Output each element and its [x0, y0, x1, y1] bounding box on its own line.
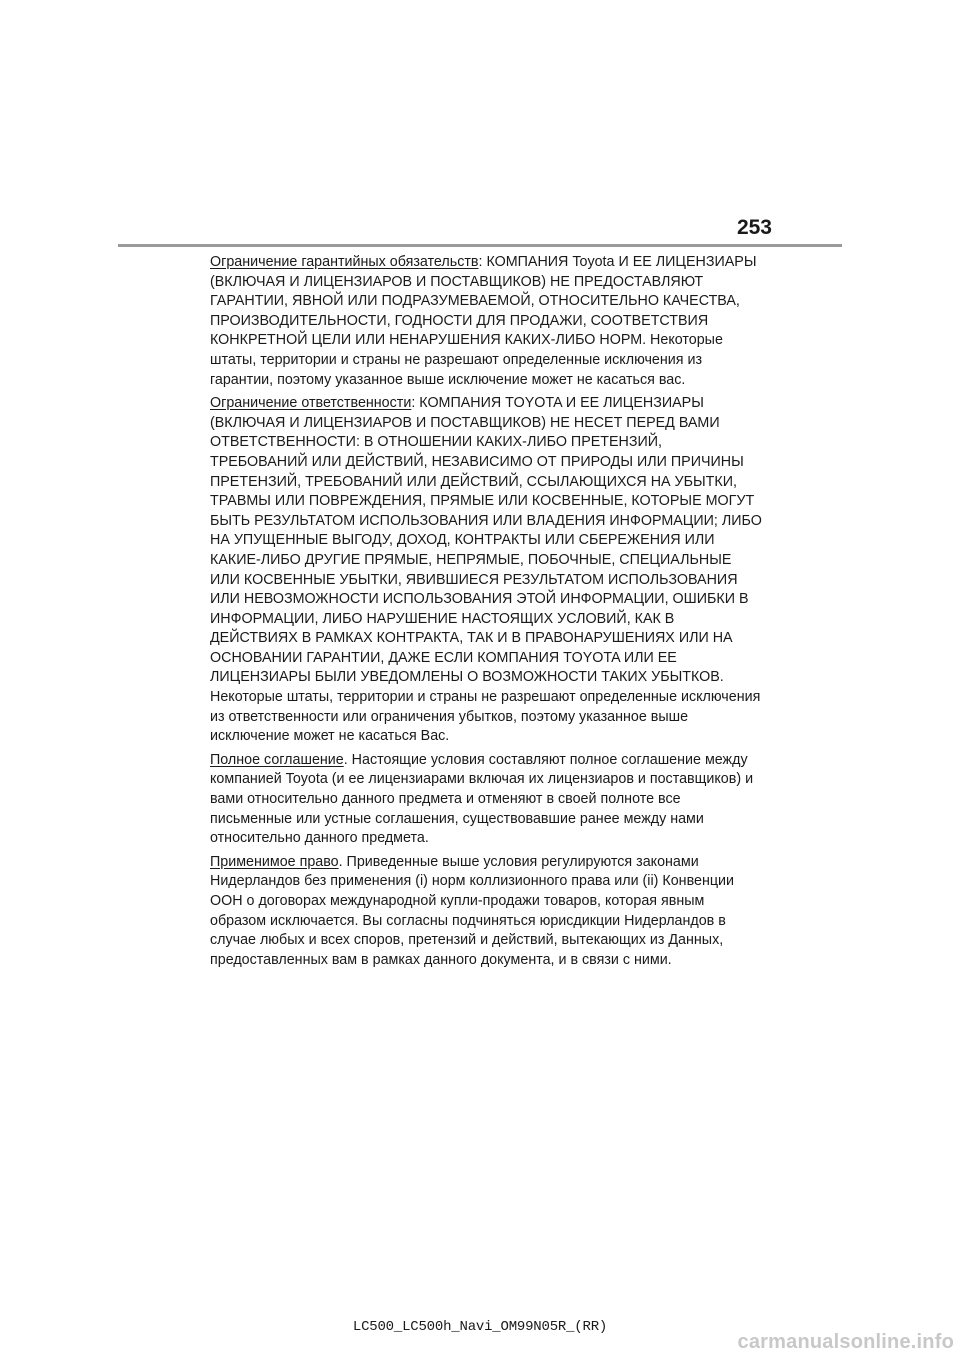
- paragraph-text: . Настоящие условия составляют полное соглашение между компанией Toyota (и ее лицензиарами включая их лицензиаров и поставщиков) и вами относительно данного предмета и отменяют в своей полноте все письменные или устные соглашения, существовавшие ранее между нами относительно данного предмета.: [210, 751, 754, 847]
- paragraph-text: : КОМПАНИЯ Toyota И ЕЕ ЛИЦЕНЗИАРЫ (ВКЛЮЧАЯ И ЛИЦЕНЗИАРОВ И ПОСТАВЩИКОВ) НЕ ПРЕДОСТАВЛЯЮТ ГАРАНТИИ, ЯВНОЙ ИЛИ ПОДРАЗУМЕВАЕМОЙ, ОТНОСИТЕЛЬНО КАЧЕСТВА, ПРОИЗВОДИТЕЛЬНОСТИ, ГОДНОСТИ ДЛЯ ПРОДАЖИ, СООТВЕТСТВИЯ КОНКРЕТНОЙ ЦЕЛИ ИЛИ НЕНАРУШЕНИЯ КАКИХ-ЛИБО НОРМ. Некоторые штаты, территории и страны не разрешают определенные исключения из гарантии, поэтому указанное выше исключение может не касаться вас.: [210, 254, 757, 388]
- paragraph-warranty-limitation: [210, 253, 762, 390]
- document-body: [210, 253, 762, 974]
- paragraph-lead: Применимое право: [210, 853, 339, 870]
- paragraph-liability-limitation: [210, 394, 762, 747]
- header-divider: [118, 244, 842, 247]
- paragraph-lead: Ограничение ответственности: [210, 395, 412, 412]
- paragraph-governing-law: [210, 853, 762, 971]
- page-number: 253: [736, 216, 772, 239]
- paragraph-text: . Приведенные выше условия регулируются законами Нидерландов без применения (i) норм коллизионного права или (ii) Конвенции ООН о договорах международной купли-продажи товаров, которая явным образом исключается. Вы согласны подчиняться юрисдикции Нидерландов в случае любых и всех споров, претензий и действий, вытекающих из Данных, предоставленных вам в рамках данного документа, и в связи с ними.: [210, 853, 735, 968]
- footer-document-code: LC500_LC500h_Navi_OM99N05R_(RR): [352, 1319, 608, 1335]
- paragraph-lead: Ограничение гарантийных обязательств: [210, 254, 479, 270]
- paragraph-entire-agreement: [210, 751, 762, 849]
- paragraph-text: : КОМПАНИЯ TOYOTA И ЕЕ ЛИЦЕНЗИАРЫ (ВКЛЮЧАЯ И ЛИЦЕНЗИАРОВ И ПОСТАВЩИКОВ) НЕ НЕСЕТ ПЕРЕД ВАМИ ОТВЕТСТВЕННОСТИ: В ОТНОШЕНИИ КАКИХ-ЛИБО ПРЕТЕНЗИЙ, ТРЕБОВАНИЙ ИЛИ ДЕЙСТВИЙ, НЕЗАВИСИМО ОТ ПРИРОДЫ ИЛИ ПРИЧИНЫ ПРЕТЕНЗИЙ, ТРЕБОВАНИЙ ИЛИ ДЕЙСТВИЙ, ССЫЛАЮЩИХСЯ НА УБЫТКИ, ТРАВМЫ ИЛИ ПОВРЕЖДЕНИЯ, ПРЯМЫЕ ИЛИ КОСВЕННЫЕ, КОТОРЫЕ МОГУТ БЫТЬ РЕЗУЛЬТАТОМ ИСПОЛЬЗОВАНИЯ ИЛИ ВЛАДЕНИЯ ИНФОРМАЦИИ; ЛИБО НА УПУЩЕННЫЕ ВЫГОДУ, ДОХОД, КОНТРАКТЫ ИЛИ СБЕРЕЖЕНИЯ ИЛИ КАКИЕ-ЛИБО ДРУГИЕ ПРЯМЫЕ, НЕПРЯМЫЕ, ПОБОЧНЫЕ, СПЕЦИАЛЬНЫЕ ИЛИ КОСВЕННЫЕ УБЫТКИ, ЯВИВШИЕСЯ РЕЗУЛЬТАТОМ ИСПОЛЬЗОВАНИЯ ИЛИ НЕВОЗМОЖНОСТИ ИСПОЛЬЗОВАНИЯ ЭТОЙ ИНФОРМАЦИИ, ОШИБКИ В ИНФОРМАЦИИ, ЛИБО НАРУШЕНИЕ НАСТОЯЩИХ УСЛОВИЙ, КАК В ДЕЙСТВИЯХ В РАМКАХ КОНТРАКТА, ТАК И В ПРАВОНАРУШЕНИЯХ ИЛИ НА ОСНОВАНИИ ГАРАНТИИ, ДАЖЕ ЕСЛИ КОМПАНИЯ TOYOTA ИЛИ ЕЕ ЛИЦЕНЗИАРЫ БЫЛИ УВЕДОМЛЕНЫ О ВОЗМОЖНОСТИ ТАКИХ УБЫТКОВ. Некоторые штаты, территории и страны не разрешают определенные исключения из ответственности или ограничения убытков, поэтому указанное выше исключение может не касаться Вас.: [210, 395, 762, 745]
- paragraph-lead: Полное соглашение: [210, 751, 344, 768]
- watermark: carmanualsonline.info: [737, 1331, 954, 1353]
